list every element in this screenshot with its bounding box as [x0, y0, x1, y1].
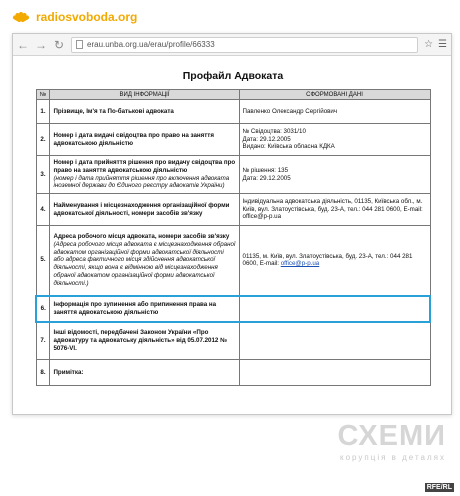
row-info-label: Примітка:	[53, 368, 84, 376]
brand-watermark	[337, 420, 446, 462]
row-value-line: № рішення: 135	[242, 166, 289, 174]
row-info-label: Номер і дата прийняття рішення про видачу свідоцтва про право на заняття адвокатською діяльністю	[53, 159, 236, 174]
row-value-line: № Свідоцтва: 3031/10	[242, 127, 306, 135]
column-header-info: ВИД ІНФОРМАЦІЇ	[50, 90, 239, 100]
row-value	[239, 194, 430, 226]
row-value-line: Павленко Олександр Сергійович	[242, 107, 338, 115]
arrow-left-icon[interactable]: ←	[17, 37, 29, 52]
profile-table	[35, 89, 431, 386]
table-row	[36, 194, 430, 226]
row-info	[50, 194, 239, 226]
row-value-line: 01135, м. Київ, вул. Златоустівська, буд. 23-А, тел.: 044 281 0600, E-mail:	[242, 252, 413, 268]
row-info-label: Інформація про зупинення або припинення права на заняття адвокатською діяльністю	[53, 300, 217, 316]
table-row	[36, 226, 430, 296]
row-info-label: Адреса робочого місця адвоката, номери засобів зв'язку	[53, 233, 230, 241]
row-number: 1.	[36, 100, 50, 124]
row-info-label: Інші відомості, передбачені Законом України «Про адвокатуру та адвокатську діяльність» від 05.07.2012 № 5076-VI.	[53, 329, 227, 352]
row-info-label: Номер і дата видачі свідоцтва про право на заняття адвокатською діяльністю	[53, 131, 214, 147]
row-info-label: Найменування і місцезнаходження організаційної форми адвокатської діяльності, номери засобів зв'язку	[53, 201, 230, 217]
row-info	[50, 360, 239, 386]
row-number: 2.	[36, 124, 50, 156]
row-number: 8.	[36, 360, 50, 386]
row-number: 6.	[36, 296, 50, 322]
row-number: 3.	[36, 156, 50, 194]
row-value	[239, 156, 430, 194]
row-number: 7.	[36, 322, 50, 360]
row-number: 4.	[36, 194, 50, 226]
column-header-number: №	[36, 90, 50, 100]
row-value	[239, 322, 430, 360]
row-info-note: (Адреса робочого місця адвоката є місцезнаходження обраної адвокатом організаційної форми адвокатської діяльності або адреса фактичного місця здійснення адвокатської діяльності, якщо вона є відмінною від місцезнаходження обраної адвокатом організаційної форми адвокатської діяльності.)	[53, 240, 236, 287]
table-header	[36, 90, 430, 100]
row-value	[239, 360, 430, 386]
email-link[interactable]: office@p-p.ua	[280, 260, 320, 268]
page-title: Профайл Адвоката	[182, 70, 284, 82]
row-info	[50, 156, 239, 194]
row-value	[239, 100, 430, 124]
row-info	[50, 100, 239, 124]
table-row	[36, 124, 430, 156]
address-text: erau.unba.org.ua/erau/profile/66333	[87, 40, 215, 49]
star-icon[interactable]: ☆	[424, 39, 434, 50]
row-info-note: (номер і дата прийняття рішення про включення адвоката іноземної держави до Єдиного реєстру адвокатів України)	[53, 174, 230, 190]
arrow-right-icon[interactable]: →	[35, 37, 47, 52]
row-value-line: Дата: 29.12.2005	[242, 174, 291, 182]
menu-icon[interactable]: ☰	[438, 39, 447, 50]
brand-subtitle: корупція в деталях	[340, 453, 446, 462]
table-row	[36, 360, 430, 386]
profile-page	[35, 62, 431, 386]
row-info	[50, 322, 239, 360]
row-info	[50, 226, 239, 296]
table-row	[36, 100, 430, 124]
row-value	[239, 296, 430, 322]
row-value-line: Дата: 29.12.2005	[242, 135, 291, 143]
table-row-highlighted	[36, 296, 430, 322]
row-number: 5.	[36, 226, 50, 296]
site-logo[interactable]	[12, 8, 137, 26]
address-bar[interactable]	[71, 37, 418, 53]
page-icon	[76, 40, 83, 49]
reload-icon[interactable]: ↻	[53, 37, 65, 52]
table-row	[36, 156, 430, 194]
row-info-label: Прізвище, Ім'я та По-батькові адвоката	[53, 107, 174, 115]
column-header-value: СФОРМОВАНІ ДАНІ	[239, 90, 430, 100]
row-info	[50, 124, 239, 156]
row-value-line: Індивідуальна адвокатська діяльність, 01135, Київська обл., м. Київ, вул. Златоустівська, буд. 23-А, тел.: 044 281 0600, E-mail: office@p-p.ua	[242, 197, 423, 221]
logo-text: radiosvoboda.org	[36, 10, 138, 24]
row-value	[239, 226, 430, 296]
browser-window	[12, 33, 452, 415]
row-value-line: Видано: Київська обласна КДКА	[242, 143, 335, 151]
row-value	[239, 124, 430, 156]
table-row	[36, 322, 430, 360]
brand-title: СХЕМИ	[337, 420, 446, 452]
row-info	[50, 296, 239, 322]
rferl-badge: RFE/RL	[426, 484, 452, 491]
logo-icon	[12, 8, 30, 26]
browser-toolbar	[13, 34, 451, 56]
